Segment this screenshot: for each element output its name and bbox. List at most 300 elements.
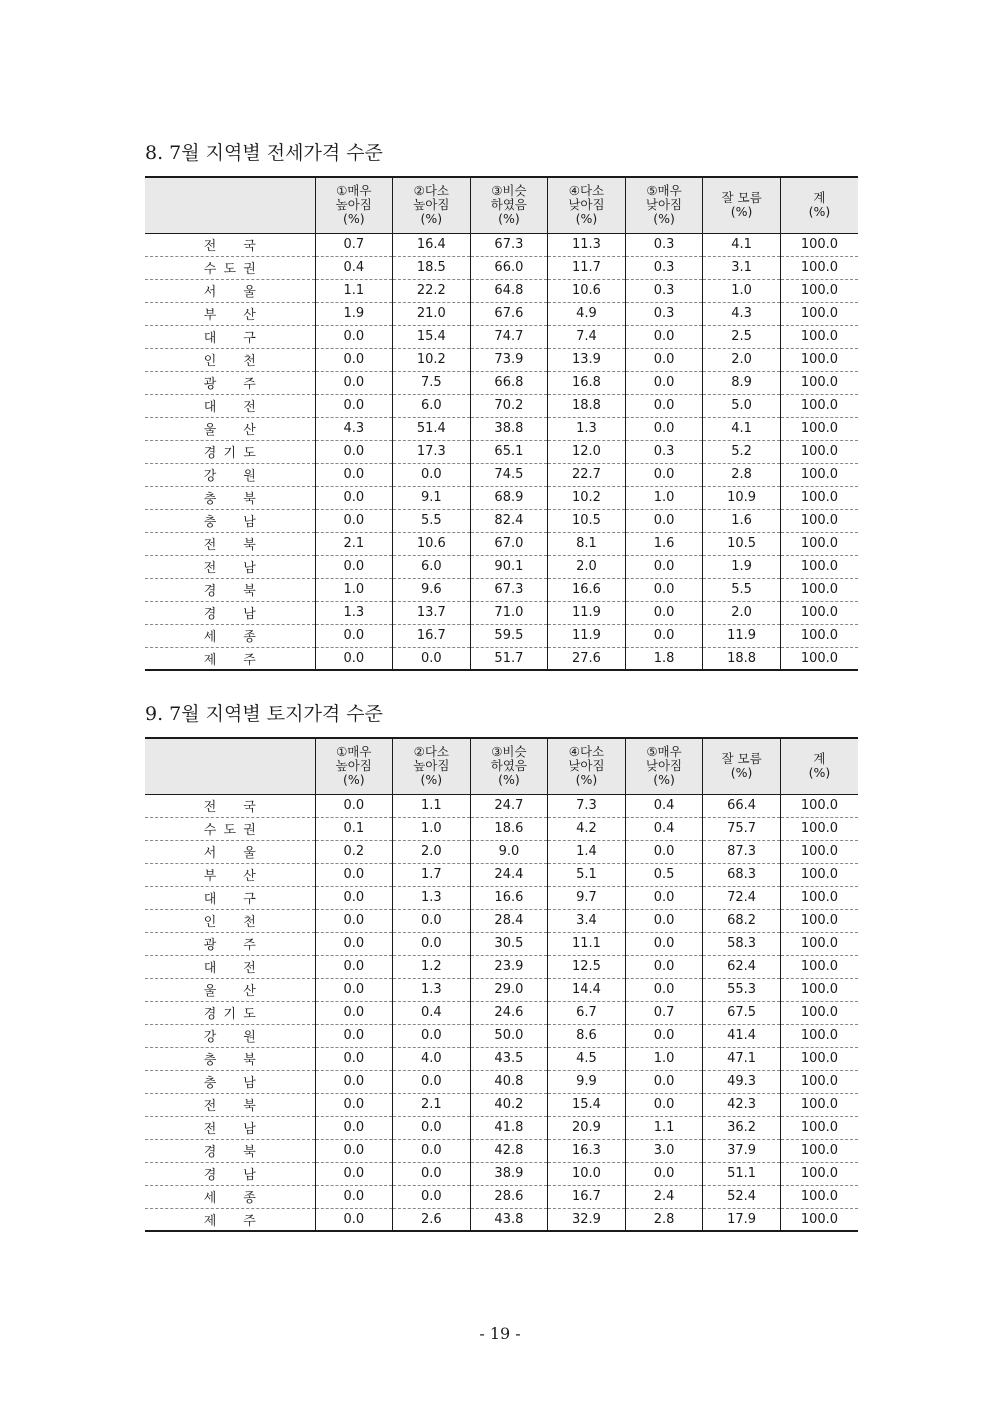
- value-cell: 0.0: [315, 1024, 393, 1047]
- value-cell: 14.4: [548, 978, 626, 1001]
- value-cell: 10.9: [703, 486, 781, 509]
- region-cell: [145, 348, 315, 371]
- region-label: 강 원: [203, 469, 256, 484]
- value-cell: 0.0: [315, 1185, 393, 1208]
- value-cell: 0.0: [625, 1093, 703, 1116]
- value-cell: 38.8: [470, 417, 548, 440]
- value-cell: 30.5: [470, 932, 548, 955]
- value-cell: 66.4: [703, 794, 781, 817]
- header-col-7: 계 (%): [780, 177, 858, 233]
- value-cell: 100.0: [780, 978, 858, 1001]
- value-cell: 100.0: [780, 601, 858, 624]
- value-cell: 18.8: [548, 394, 626, 417]
- value-cell: 51.7: [470, 647, 548, 670]
- value-cell: 66.8: [470, 371, 548, 394]
- value-cell: 1.0: [393, 817, 471, 840]
- region-label: 경 북: [203, 584, 256, 599]
- region-label: 제 주: [203, 1213, 256, 1229]
- value-cell: 2.4: [625, 1185, 703, 1208]
- value-cell: 47.1: [703, 1047, 781, 1070]
- table-row: [145, 1070, 858, 1093]
- table-row: [145, 463, 858, 486]
- value-cell: 100.0: [780, 256, 858, 279]
- jeonse-table-title: 8. 7월 지역별 전세가격 수준: [145, 142, 383, 164]
- page-number: - 19 -: [479, 1324, 521, 1343]
- table-row: [145, 1185, 858, 1208]
- table-row: [145, 532, 858, 555]
- table-row: [145, 955, 858, 978]
- value-cell: 1.0: [703, 279, 781, 302]
- region-label: 수 도 권: [203, 262, 256, 277]
- value-cell: 58.3: [703, 932, 781, 955]
- value-cell: 100.0: [780, 794, 858, 817]
- region-label: 충 북: [203, 492, 256, 507]
- value-cell: 51.4: [393, 417, 471, 440]
- value-cell: 10.5: [703, 532, 781, 555]
- table-header-row: [145, 177, 858, 233]
- value-cell: 100.0: [780, 440, 858, 463]
- value-cell: 22.2: [393, 279, 471, 302]
- value-cell: 18.8: [703, 647, 781, 670]
- value-cell: 0.0: [393, 932, 471, 955]
- value-cell: 0.0: [315, 463, 393, 486]
- value-cell: 0.0: [393, 1024, 471, 1047]
- value-cell: 4.1: [703, 417, 781, 440]
- value-cell: 62.4: [703, 955, 781, 978]
- region-cell: [145, 955, 315, 978]
- value-cell: 100.0: [780, 325, 858, 348]
- value-cell: 0.0: [315, 1139, 393, 1162]
- value-cell: 0.0: [625, 909, 703, 932]
- value-cell: 1.3: [315, 601, 393, 624]
- region-label: 전 남: [203, 1122, 256, 1137]
- value-cell: 2.5: [703, 325, 781, 348]
- value-cell: 41.8: [470, 1116, 548, 1139]
- table-row: [145, 1024, 858, 1047]
- header-col-3: ③비슷 하였음 (%): [470, 177, 548, 233]
- value-cell: 0.0: [315, 1001, 393, 1024]
- table-row: [145, 279, 858, 302]
- value-cell: 0.0: [625, 1070, 703, 1093]
- table-row: [145, 932, 858, 955]
- value-cell: 2.6: [393, 1208, 471, 1231]
- value-cell: 74.5: [470, 463, 548, 486]
- value-cell: 1.1: [315, 279, 393, 302]
- region-label: 서 울: [203, 285, 256, 300]
- value-cell: 0.0: [315, 624, 393, 647]
- value-cell: 0.2: [315, 840, 393, 863]
- value-cell: 0.0: [625, 955, 703, 978]
- region-cell: [145, 325, 315, 348]
- value-cell: 100.0: [780, 1070, 858, 1093]
- value-cell: 100.0: [780, 302, 858, 325]
- value-cell: 0.0: [393, 909, 471, 932]
- region-cell: [145, 1208, 315, 1231]
- value-cell: 5.1: [548, 863, 626, 886]
- region-label: 부 산: [203, 308, 256, 323]
- header-col-5: ⑤매우 낮아짐 (%): [625, 177, 703, 233]
- value-cell: 0.0: [315, 1162, 393, 1185]
- value-cell: 20.9: [548, 1116, 626, 1139]
- value-cell: 0.0: [315, 886, 393, 909]
- region-label: 제 주: [203, 652, 256, 668]
- value-cell: 68.9: [470, 486, 548, 509]
- value-cell: 42.8: [470, 1139, 548, 1162]
- value-cell: 42.3: [703, 1093, 781, 1116]
- region-cell: [145, 440, 315, 463]
- table-row: [145, 578, 858, 601]
- value-cell: 4.0: [393, 1047, 471, 1070]
- value-cell: 100.0: [780, 1093, 858, 1116]
- value-cell: 0.0: [393, 1185, 471, 1208]
- value-cell: 11.1: [548, 932, 626, 955]
- region-cell: [145, 1162, 315, 1185]
- value-cell: 100.0: [780, 463, 858, 486]
- value-cell: 0.0: [315, 863, 393, 886]
- value-cell: 100.0: [780, 863, 858, 886]
- region-cell: [145, 1047, 315, 1070]
- value-cell: 0.0: [315, 555, 393, 578]
- value-cell: 0.3: [625, 233, 703, 256]
- region-label: 전 국: [203, 239, 256, 254]
- value-cell: 28.4: [470, 909, 548, 932]
- region-label: 대 전: [203, 400, 256, 415]
- value-cell: 1.0: [625, 1047, 703, 1070]
- header-col-6: 잘 모름 (%): [703, 738, 781, 794]
- value-cell: 67.3: [470, 578, 548, 601]
- value-cell: 0.0: [625, 371, 703, 394]
- value-cell: 2.1: [393, 1093, 471, 1116]
- value-cell: 100.0: [780, 532, 858, 555]
- value-cell: 5.2: [703, 440, 781, 463]
- value-cell: 0.0: [315, 1047, 393, 1070]
- value-cell: 0.4: [315, 256, 393, 279]
- table-row: [145, 1139, 858, 1162]
- value-cell: 11.7: [548, 256, 626, 279]
- table-row: [145, 601, 858, 624]
- region-cell: [145, 279, 315, 302]
- table-row: [145, 1047, 858, 1070]
- region-cell: [145, 1093, 315, 1116]
- value-cell: 10.2: [393, 348, 471, 371]
- value-cell: 18.6: [470, 817, 548, 840]
- value-cell: 1.4: [548, 840, 626, 863]
- value-cell: 16.7: [548, 1185, 626, 1208]
- value-cell: 24.4: [470, 863, 548, 886]
- region-cell: [145, 1185, 315, 1208]
- value-cell: 1.8: [625, 647, 703, 670]
- value-cell: 12.0: [548, 440, 626, 463]
- region-cell: [145, 978, 315, 1001]
- value-cell: 10.0: [548, 1162, 626, 1185]
- value-cell: 0.4: [625, 817, 703, 840]
- value-cell: 100.0: [780, 555, 858, 578]
- value-cell: 15.4: [548, 1093, 626, 1116]
- value-cell: 0.0: [315, 440, 393, 463]
- value-cell: 100.0: [780, 394, 858, 417]
- value-cell: 75.7: [703, 817, 781, 840]
- value-cell: 100.0: [780, 840, 858, 863]
- value-cell: 37.9: [703, 1139, 781, 1162]
- value-cell: 0.0: [625, 394, 703, 417]
- region-cell: [145, 486, 315, 509]
- header-col-6: 잘 모름 (%): [703, 177, 781, 233]
- value-cell: 4.5: [548, 1047, 626, 1070]
- region-label: 수 도 권: [203, 823, 256, 838]
- value-cell: 2.8: [625, 1208, 703, 1231]
- value-cell: 24.7: [470, 794, 548, 817]
- value-cell: 2.0: [393, 840, 471, 863]
- value-cell: 16.6: [470, 886, 548, 909]
- land-table-title: 9. 7월 지역별 토지가격 수준: [145, 703, 383, 725]
- value-cell: 0.0: [625, 578, 703, 601]
- value-cell: 0.0: [315, 1093, 393, 1116]
- header-col-3: ③비슷 하였음 (%): [470, 738, 548, 794]
- value-cell: 71.0: [470, 601, 548, 624]
- region-cell: [145, 532, 315, 555]
- value-cell: 67.6: [470, 302, 548, 325]
- value-cell: 9.7: [548, 886, 626, 909]
- table-row: [145, 978, 858, 1001]
- table-row: [145, 1001, 858, 1024]
- value-cell: 1.6: [625, 532, 703, 555]
- table-row: [145, 1208, 858, 1231]
- table-row: [145, 233, 858, 256]
- table-row: [145, 817, 858, 840]
- value-cell: 100.0: [780, 647, 858, 670]
- region-cell: [145, 647, 315, 670]
- value-cell: 100.0: [780, 1047, 858, 1070]
- value-cell: 64.8: [470, 279, 548, 302]
- value-cell: 100.0: [780, 909, 858, 932]
- value-cell: 0.0: [625, 624, 703, 647]
- value-cell: 100.0: [780, 886, 858, 909]
- value-cell: 100.0: [780, 279, 858, 302]
- header-col-4: ④다소 낮아짐 (%): [548, 177, 626, 233]
- value-cell: 4.3: [315, 417, 393, 440]
- region-cell: [145, 509, 315, 532]
- value-cell: 17.3: [393, 440, 471, 463]
- value-cell: 100.0: [780, 1001, 858, 1024]
- value-cell: 0.0: [315, 647, 393, 670]
- value-cell: 0.0: [315, 932, 393, 955]
- region-cell: [145, 555, 315, 578]
- value-cell: 0.3: [625, 302, 703, 325]
- value-cell: 9.9: [548, 1070, 626, 1093]
- table-row: [145, 1116, 858, 1139]
- region-label: 대 구: [203, 331, 256, 346]
- value-cell: 6.0: [393, 555, 471, 578]
- region-label: 광 주: [203, 938, 256, 953]
- value-cell: 0.0: [625, 325, 703, 348]
- region-cell: [145, 909, 315, 932]
- region-label: 대 전: [203, 961, 256, 976]
- region-cell: [145, 1001, 315, 1024]
- value-cell: 0.3: [625, 279, 703, 302]
- value-cell: 8.1: [548, 532, 626, 555]
- value-cell: 100.0: [780, 1116, 858, 1139]
- value-cell: 43.5: [470, 1047, 548, 1070]
- value-cell: 100.0: [780, 486, 858, 509]
- value-cell: 5.5: [393, 509, 471, 532]
- value-cell: 17.9: [703, 1208, 781, 1231]
- jeonse-price-table: [145, 176, 858, 671]
- value-cell: 5.5: [703, 578, 781, 601]
- table-header-row: [145, 738, 858, 794]
- value-cell: 82.4: [470, 509, 548, 532]
- region-label: 충 남: [203, 1076, 256, 1091]
- value-cell: 100.0: [780, 624, 858, 647]
- region-cell: [145, 1070, 315, 1093]
- value-cell: 0.0: [625, 1024, 703, 1047]
- value-cell: 0.0: [625, 417, 703, 440]
- value-cell: 0.0: [625, 840, 703, 863]
- region-label: 울 산: [203, 984, 256, 999]
- header-col-2: ②다소 높아짐 (%): [393, 738, 471, 794]
- region-cell: [145, 1139, 315, 1162]
- value-cell: 0.0: [625, 463, 703, 486]
- value-cell: 0.0: [393, 1116, 471, 1139]
- value-cell: 66.0: [470, 256, 548, 279]
- region-label: 세 종: [203, 1191, 256, 1206]
- value-cell: 16.7: [393, 624, 471, 647]
- value-cell: 11.9: [548, 624, 626, 647]
- table-row: [145, 840, 858, 863]
- region-cell: [145, 1116, 315, 1139]
- value-cell: 11.9: [548, 601, 626, 624]
- region-label: 충 북: [203, 1053, 256, 1068]
- value-cell: 16.6: [548, 578, 626, 601]
- header-col-1: ①매우 높아짐 (%): [315, 177, 393, 233]
- value-cell: 13.7: [393, 601, 471, 624]
- value-cell: 0.0: [315, 509, 393, 532]
- value-cell: 55.3: [703, 978, 781, 1001]
- value-cell: 40.8: [470, 1070, 548, 1093]
- value-cell: 0.3: [625, 440, 703, 463]
- value-cell: 8.9: [703, 371, 781, 394]
- value-cell: 9.1: [393, 486, 471, 509]
- region-label: 서 울: [203, 846, 256, 861]
- region-cell: [145, 794, 315, 817]
- region-cell: [145, 233, 315, 256]
- region-label: 경 남: [203, 1168, 256, 1183]
- region-label: 경 남: [203, 607, 256, 622]
- value-cell: 23.9: [470, 955, 548, 978]
- table-row: [145, 509, 858, 532]
- value-cell: 0.7: [315, 233, 393, 256]
- value-cell: 72.4: [703, 886, 781, 909]
- table-row: [145, 1093, 858, 1116]
- value-cell: 7.4: [548, 325, 626, 348]
- value-cell: 100.0: [780, 509, 858, 532]
- value-cell: 0.0: [315, 1070, 393, 1093]
- region-label: 경 북: [203, 1145, 256, 1160]
- value-cell: 59.5: [470, 624, 548, 647]
- value-cell: 0.7: [625, 1001, 703, 1024]
- table-row: [145, 440, 858, 463]
- value-cell: 1.0: [315, 578, 393, 601]
- value-cell: 18.5: [393, 256, 471, 279]
- value-cell: 3.0: [625, 1139, 703, 1162]
- header-region: [145, 177, 315, 233]
- value-cell: 1.1: [625, 1116, 703, 1139]
- value-cell: 11.9: [703, 624, 781, 647]
- value-cell: 3.1: [703, 256, 781, 279]
- value-cell: 16.3: [548, 1139, 626, 1162]
- value-cell: 87.3: [703, 840, 781, 863]
- table-row: [145, 325, 858, 348]
- value-cell: 0.1: [315, 817, 393, 840]
- value-cell: 1.6: [703, 509, 781, 532]
- value-cell: 52.4: [703, 1185, 781, 1208]
- table-row: [145, 348, 858, 371]
- value-cell: 74.7: [470, 325, 548, 348]
- value-cell: 1.3: [393, 886, 471, 909]
- land-price-table: [145, 737, 858, 1232]
- value-cell: 2.0: [548, 555, 626, 578]
- value-cell: 2.0: [703, 601, 781, 624]
- region-cell: [145, 886, 315, 909]
- header-col-5: ⑤매우 낮아짐 (%): [625, 738, 703, 794]
- region-label: 전 북: [203, 538, 256, 553]
- table-row: [145, 863, 858, 886]
- value-cell: 100.0: [780, 817, 858, 840]
- value-cell: 0.0: [625, 978, 703, 1001]
- value-cell: 68.3: [703, 863, 781, 886]
- value-cell: 0.0: [315, 371, 393, 394]
- value-cell: 12.5: [548, 955, 626, 978]
- region-label: 강 원: [203, 1030, 256, 1045]
- value-cell: 0.4: [393, 1001, 471, 1024]
- region-label: 울 산: [203, 423, 256, 438]
- value-cell: 4.3: [703, 302, 781, 325]
- value-cell: 24.6: [470, 1001, 548, 1024]
- value-cell: 0.0: [625, 932, 703, 955]
- value-cell: 7.5: [393, 371, 471, 394]
- value-cell: 1.0: [625, 486, 703, 509]
- region-cell: [145, 417, 315, 440]
- value-cell: 67.5: [703, 1001, 781, 1024]
- table-row: [145, 886, 858, 909]
- table-row: [145, 624, 858, 647]
- value-cell: 0.0: [625, 348, 703, 371]
- value-cell: 0.0: [315, 1116, 393, 1139]
- region-cell: [145, 371, 315, 394]
- region-cell: [145, 932, 315, 955]
- region-label: 전 남: [203, 561, 256, 576]
- table-row: [145, 417, 858, 440]
- land-section: [145, 701, 858, 1232]
- value-cell: 0.5: [625, 863, 703, 886]
- value-cell: 67.3: [470, 233, 548, 256]
- value-cell: 7.3: [548, 794, 626, 817]
- value-cell: 4.2: [548, 817, 626, 840]
- value-cell: 4.1: [703, 233, 781, 256]
- region-cell: [145, 817, 315, 840]
- value-cell: 6.0: [393, 394, 471, 417]
- value-cell: 9.0: [470, 840, 548, 863]
- table-row: [145, 256, 858, 279]
- region-label: 부 산: [203, 869, 256, 884]
- value-cell: 16.8: [548, 371, 626, 394]
- jeonse-section: [145, 140, 858, 671]
- value-cell: 0.0: [393, 647, 471, 670]
- value-cell: 0.0: [625, 1162, 703, 1185]
- value-cell: 100.0: [780, 1208, 858, 1231]
- value-cell: 0.0: [625, 509, 703, 532]
- table-row: [145, 647, 858, 670]
- value-cell: 8.6: [548, 1024, 626, 1047]
